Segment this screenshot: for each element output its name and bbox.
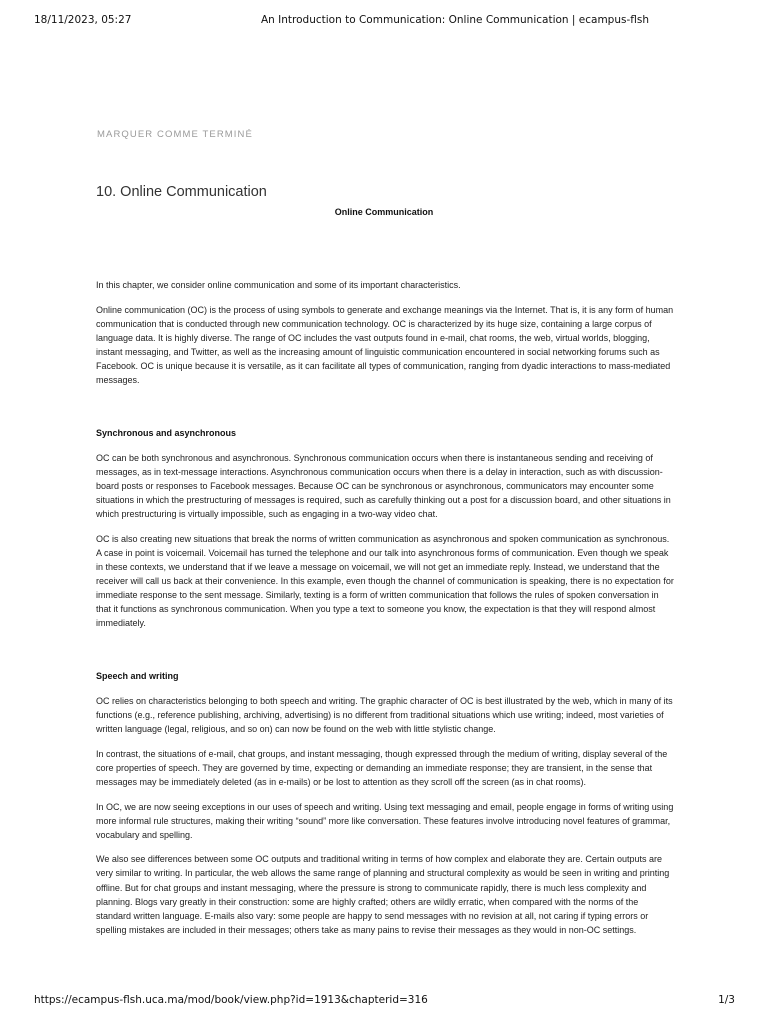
spacer (96, 398, 674, 426)
paragraph: In OC, we are now seeing exceptions in our uses of speech and writing. Using text messaging and email, people engage in forms of writing using more informal rule structures, making their writing “sound” more like conversation. These features involve introducing novel features of grammar, vocabulary and spelling. (96, 801, 674, 840)
print-page-title: An Introduction to Communication: Online Communication | ecampus-flsh (261, 14, 650, 26)
paragraph: OC can be both synchronous and asynchronous. Synchronous communication occurs when there is instantaneous sending and receiving of messages, as in text-message interactions. Asynchronous communication occurs when there is a delay in interaction, such as with discussion-board posts or responses to Facebook messages. Because OC can be synchronous or asynchronous, communicators may encounter some situations in which the prestructuring of messages is required, such as carefully thinking out a post for a discussion board, and other situations in which prestructuring is virtually impossible, such as engaging in a two-way video chat. (96, 452, 671, 520)
book-content (96, 278, 674, 947)
paragraph: OC is also creating new situations that break the norms of written communication as asynchronous and spoken communication as synchronous. A case in point is voicemail. Voicemail has turned the telephone and our talk into asynchronous forms of communication. Even though we speak in these contexts, we understand that if we leave a message on voicemail, we will not get an immediate reply. Instead, we understand that the receiver will call us back at their convenience. In this example, even though the channel of communication is speaking, there is no expectation for immediate response to the sent message. Similarly, texting is a form of written communication that follows the rules of spoken conversation in that it functions as synchronous communication. When you type a text to someone you know, the expectation is that they will respond almost immediately. (96, 533, 674, 629)
paragraph: In contrast, the situations of e-mail, chat groups, and instant messaging, though expressed through the medium of writing, display several of the core properties of speech. They are governed by time, expecting or demanding an immediate response; they are transient, in the sense that messages may be immediately deleted (as in e-mails) or be lost to attention as they scroll off the screen (as in chat rooms). (96, 748, 668, 787)
print-footer (0, 994, 768, 1010)
print-url: https://ecampus-flsh.uca.ma/mod/book/view.php?id=1913&chapterid=316 (34, 994, 428, 1006)
section-heading-speech: Speech and writing (96, 670, 179, 681)
chapter-title: 10. Online Communication (96, 184, 267, 200)
paragraph: OC relies on characteristics belonging to both speech and writing. The graphic character of OC is best illustrated by the web, which in many of its functions (e.g., reference publishing, archiving, advertising) is no different from traditional situations which use writing; indeed, most varieties of written language (legal, religious, and so on) can now be found on the web with little stylistic change. (96, 695, 673, 735)
mark-complete-button[interactable]: MARQUER COMME TERMINÉ (97, 129, 253, 140)
content-heading: Online Communication (334, 207, 434, 217)
print-page-number: 1/3 (718, 994, 735, 1006)
section-heading-synchronous: Synchronous and asynchronous (96, 427, 237, 438)
paragraph: We also see differences between some OC outputs and traditional writing in terms of how complex and elaborate they are. Certain outputs are very similar to writing. In particular, the web allows the same range of planning and structural complexity as would be seen in writing and printing offline. But for chat groups and instant messaging, where the pressure is strong to communicate rapidly, there is much less complexity and planning. Blogs vary greatly in their construction: some are highly crafted; others are wildly erratic, when compared with the norms of the standard written language. E-mails also vary: some people are happy to send messages with no revision at all, not caring if typing errors or spelling mistakes are included in their messages; others take as many pains to revise their messages as they would in non-OC settings. (96, 854, 670, 935)
paragraph: In this chapter, we consider online communication and some of its important characteristics. (96, 280, 461, 290)
print-datetime: 18/11/2023, 05:27 (34, 14, 132, 26)
print-header (0, 14, 768, 30)
spacer (96, 641, 674, 669)
paragraph: Online communication (OC) is the process of using symbols to generate and exchange meanings via the Internet. That is, it is any form of human communication that is conducted through new communication technology. OC is characterized by its huge size, containing a large corpus of language data. It is highly diverse. The range of OC includes the vast outputs found in e-mail, chat rooms, the web, virtual worlds, blogging, instant messaging, and Twitter, as well as the increasing amount of linguistic communication encountered in social networking forums such as Facebook. OC is unique because it is versatile, as it can facilitate all types of communication, ranging from dyadic interactions to mass-mediated messages. (96, 304, 674, 386)
